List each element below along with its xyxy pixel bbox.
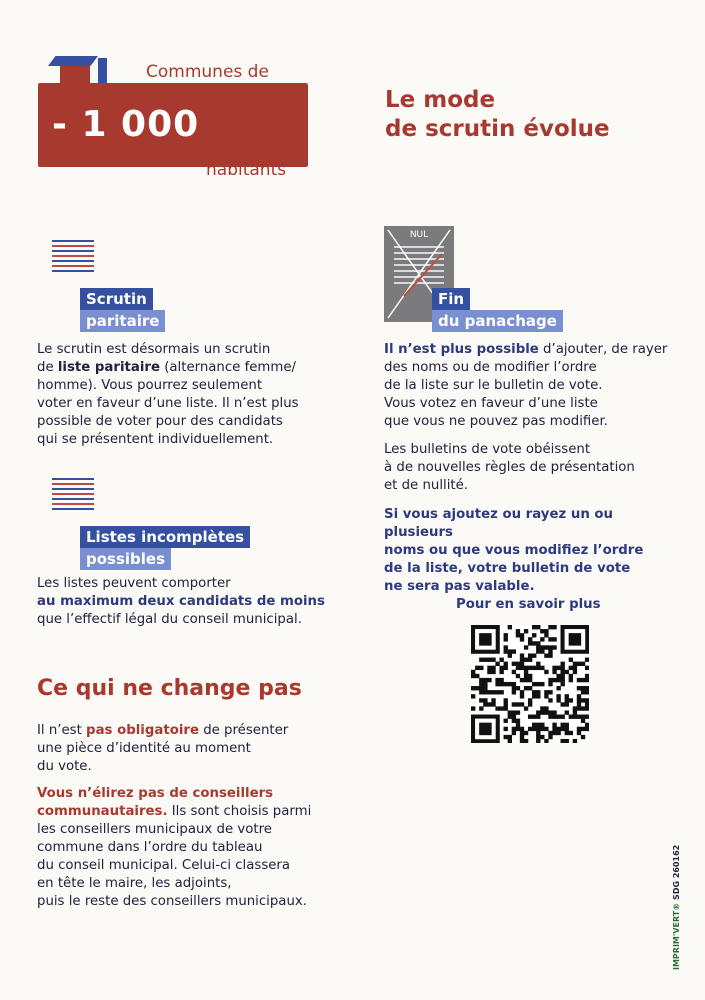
page-title [385, 86, 645, 144]
text-fragment: de [37, 360, 58, 375]
text-line: voter en faveur d’une liste. Il n’est plus [37, 396, 299, 411]
text-fragment: de présenter [198, 723, 289, 738]
tag-line2: paritaire [80, 310, 165, 332]
text-line: une pièce d’identité au moment [37, 741, 251, 756]
logo-big-number: - 1 000 [52, 104, 200, 145]
text-line: homme). Vous pourrez seulement [37, 378, 263, 393]
text-bold: de la liste, votre bulletin de vote [384, 561, 631, 576]
tag-line1: Fin [432, 288, 470, 310]
tag-line1: Scrutin [80, 288, 153, 310]
paragraph-conseillers [37, 785, 347, 911]
paragraph-bulletins [384, 441, 684, 495]
paragraph-listes [37, 575, 357, 629]
text-line: puis le reste des conseillers municipaux. [37, 894, 307, 909]
text-fragment: d’ajouter, de rayer [538, 342, 668, 357]
text-line: Vous votez en faveur d’une liste [384, 396, 598, 411]
text-bold: Il n’est plus possible [384, 342, 539, 357]
imprim-vert-label [672, 845, 681, 970]
text-line [37, 722, 337, 740]
text-bold: liste paritaire [57, 360, 160, 375]
imprim-vert-text: IMPRIM'VERT® [672, 902, 681, 970]
text-line: et de nullité. [384, 478, 469, 493]
logo-bottom-text: habitants [206, 160, 287, 180]
text-bold: Si vous ajoutez ou rayez un ou plusieurs [384, 507, 614, 540]
sdg-text: SDG [672, 880, 681, 900]
text-line: de la liste sur le bulletin de vote. [384, 378, 603, 393]
print-code: 260162 [672, 844, 681, 879]
page-title-line2: de scrutin évolue [385, 116, 610, 142]
text-bold: au maximum deux candidats de moins [37, 594, 325, 609]
text-line: les conseillers municipaux de votre [37, 822, 272, 837]
tag-line1: Listes incomplètes [80, 526, 250, 548]
text-fragment: Ils sont choisis parmi [167, 804, 312, 819]
text-bold: communautaires. [37, 804, 168, 819]
paragraph-identite [37, 722, 337, 776]
text-line [37, 359, 337, 377]
text-line: en tête le maire, les adjoints, [37, 876, 232, 891]
text-line: commune dans l’ordre du tableau [37, 840, 263, 855]
page-title-line1: Le mode [385, 87, 496, 113]
text-line: à de nouvelles règles de présentation [384, 460, 635, 475]
paragraph-valable [384, 506, 684, 596]
logo-house-pillar [98, 58, 107, 86]
text-bold: ne sera pas valable. [384, 579, 535, 594]
tag-line2: possibles [80, 548, 171, 570]
text-line: du conseil municipal. Celui-ci classera [37, 858, 291, 873]
paragraph-panachage [384, 341, 684, 431]
text-bold: noms ou que vous modifiez l’ordre [384, 543, 644, 558]
text-bold: Vous n’élirez pas de conseillers [37, 786, 274, 801]
logo-top-text: Communes de [146, 62, 269, 82]
section-heading: Ce qui ne change pas [37, 676, 302, 701]
text-line: du vote. [37, 759, 92, 774]
text-bold: pas obligatoire [86, 723, 199, 738]
text-line: Les bulletins de vote obéissent [384, 442, 591, 457]
tag-line2: du panachage [432, 310, 563, 332]
paragraph-scrutin [37, 341, 337, 449]
tag-listes-incompletes [80, 526, 250, 570]
list-icon [52, 478, 94, 516]
qr-caption: Pour en savoir plus [456, 597, 601, 612]
text-fragment: Il n’est [37, 723, 87, 738]
text-line: que l’effectif légal du conseil municipal. [37, 612, 302, 627]
text-line: que vous ne pouvez pas modifier. [384, 414, 608, 429]
text-line: Le scrutin est désormais un scrutin [37, 342, 271, 357]
logo-house-roof [48, 56, 98, 66]
list-icon [52, 240, 94, 278]
tag-scrutin-paritaire [80, 288, 165, 332]
text-line [37, 803, 347, 821]
qr-code-icon [471, 625, 589, 743]
qr-code[interactable] [471, 625, 589, 743]
ballot-label: NUL [409, 230, 429, 240]
tag-fin-panachage [432, 288, 563, 332]
text-line: possible de voter pour des candidats [37, 414, 283, 429]
text-line: des noms ou de modifier l’ordre [384, 360, 597, 375]
text-line: qui se présentent individuellement. [37, 432, 274, 447]
text-line [384, 341, 684, 359]
text-fragment: (alternance femme/ [159, 360, 297, 375]
text-line: Les listes peuvent comporter [37, 576, 231, 591]
